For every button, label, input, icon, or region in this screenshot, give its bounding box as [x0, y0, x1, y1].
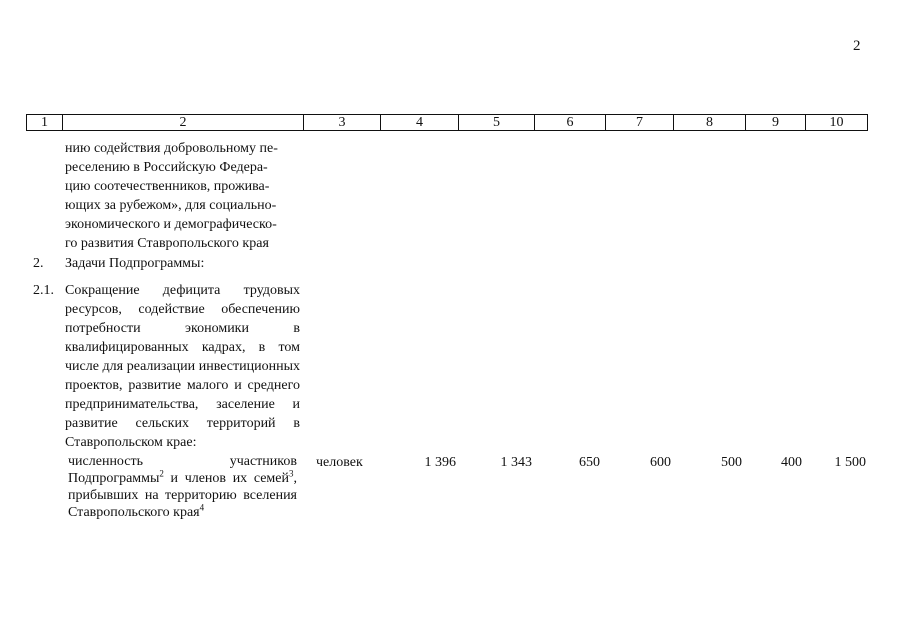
continuation-line: нию содействия добровольному пе- [65, 141, 278, 156]
column-header-8: 8 [674, 115, 746, 131]
column-header-10: 10 [806, 115, 868, 131]
indicator-value-col5: 1 343 [500, 455, 532, 470]
section-2-1-text: Сокращение дефицита трудовых ресурсов, содействие обеспечению потребности экономики в квалифицированных кадрах, в том числе для реализации инвестиционных проектов, развитие малого и среднего предпринимательства, заселение и развитие сельских территорий в Ставропольском крае: [65, 283, 300, 450]
continuation-line: ющих за рубежом», для социально- [65, 198, 277, 213]
indicator-text-part: численность участников Подпрограммы [68, 454, 297, 486]
page-number: 2 [853, 38, 861, 54]
indicator-value-col6: 650 [579, 455, 600, 470]
indicator-value-col9: 400 [781, 455, 802, 470]
footnote-ref: 4 [199, 502, 205, 513]
column-header-9: 9 [746, 115, 806, 131]
section-2-title: Задачи Подпрограммы: [65, 256, 205, 271]
table-header-row [27, 115, 868, 131]
footnote-ref: 2 [159, 468, 164, 479]
continuation-line: реселению в Российскую Федера- [65, 160, 268, 175]
table-header [26, 114, 868, 131]
column-header-6: 6 [535, 115, 606, 131]
section-2-number: 2. [33, 256, 44, 271]
continuation-text [65, 139, 300, 253]
continuation-line: экономического и демографическо- [65, 217, 277, 232]
indicator-text-part: и членов их семей [163, 471, 289, 486]
indicator-text-part: , прибывших на территорию вселения Ставропольского края [68, 471, 297, 520]
column-header-5: 5 [459, 115, 535, 131]
indicator-name [68, 453, 297, 521]
indicator-value-col8: 500 [721, 455, 742, 470]
continuation-line: го развития Ставропольского края [65, 236, 269, 251]
column-header-4: 4 [381, 115, 459, 131]
column-header-7: 7 [606, 115, 674, 131]
column-header-3: 3 [304, 115, 381, 131]
footnote-ref: 3 [289, 468, 294, 479]
indicator-unit: человек [316, 455, 363, 470]
column-header-2: 2 [63, 115, 304, 131]
continuation-line: цию соотечественников, прожива- [65, 179, 270, 194]
section-2-1-number: 2.1. [33, 283, 54, 298]
indicator-value-col10: 1 500 [834, 455, 866, 470]
indicator-value-col4: 1 396 [424, 455, 456, 470]
column-header-1: 1 [27, 115, 63, 131]
indicator-value-col7: 600 [650, 455, 671, 470]
